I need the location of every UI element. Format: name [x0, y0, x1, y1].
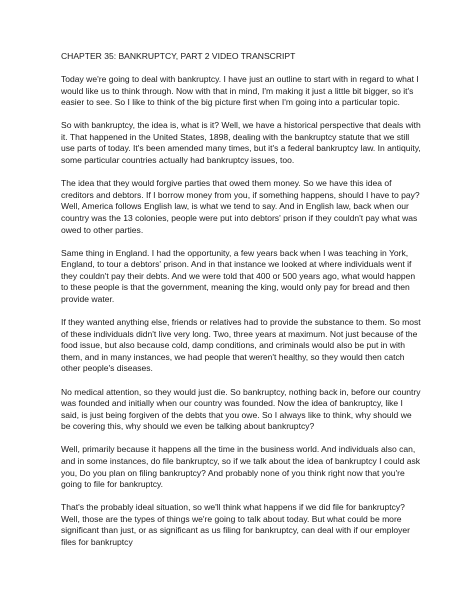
paragraph: No medical attention, so they would just die. So bankruptcy, nothing back in, before our country was founded and initially when our country was founded. Now the idea of bankruptcy, like I said, is just being forgiven of the debts that you owe. So I always like to think, why should we be covering this, why should we even be talking about bankruptcy?	[61, 386, 421, 432]
paragraph: If they wanted anything else, friends or relatives had to provide the substance to them. So most of these individuals didn't live very long. Two, three years at maximum. Not just because of the food issue, but also because cold, damp conditions, and criminals would also be put in with them, and in many instances, we had people that weren't healthy, so they would then catch other people's diseases.	[61, 317, 421, 374]
paragraph: Well, primarily because it happens all the time in the business world. And individuals also can, and in some instances, do file bankruptcy, so if we talk about the idea of bankruptcy I could ask you, Do you plan on filing bankruptcy? And probably none of you think right now that you're going to file for bankruptcy.	[61, 444, 421, 490]
paragraph: That's the probably ideal situation, so we'll think what happens if we did file for bankruptcy? Well, those are the types of things we're going to talk about today. But what could be more significant than just, or as significant as us filing for bankruptcy, can deal with if our employer files for bankruptcy	[61, 502, 411, 548]
paragraph: The idea that they would forgive parties that owed them money. So we have this idea of creditors and debtors. If I borrow money from you, if something happens, should I have to pay? Well, America follows English law, is what we tend to say. And in English law, back when our country was the 13 colonies, people were put into debtors' prison if they couldn't pay what was owed to other parties.	[61, 178, 420, 235]
paragraph: Same thing in England. I had the opportunity, a few years back when I was teaching in York, England, to tour a debtors' prison. And in that instance we looked at where individuals went if they couldn't pay their debts. And we were told that 400 or 500 years ago, what would happen to these people is that the government, meaning the king, would only pay for bread and then provide water.	[61, 247, 416, 304]
transcript-body	[61, 51, 421, 560]
document-title: CHAPTER 35: BANKRUPTCY, PART 2 VIDEO TRANSCRIPT	[61, 51, 296, 61]
paragraph: So with bankruptcy, the idea is, what is it? Well, we have a historical perspective that deals with it. That happened in the United States, 1898, dealing with the bankruptcy statute that we still use parts of today. It's been amended many times, but it's a federal bankruptcy law. In antiquity, some particular countries actually had bankruptcy issues, too.	[61, 120, 421, 166]
paragraph: Today we're going to deal with bankruptcy. I have just an outline to start with in regard to what I would like us to think through. Now with that in mind, I'm making it just a little bit bigger, so it's easier to see. So I like to think of the big picture first when I'm going into a particular topic.	[61, 73, 419, 108]
